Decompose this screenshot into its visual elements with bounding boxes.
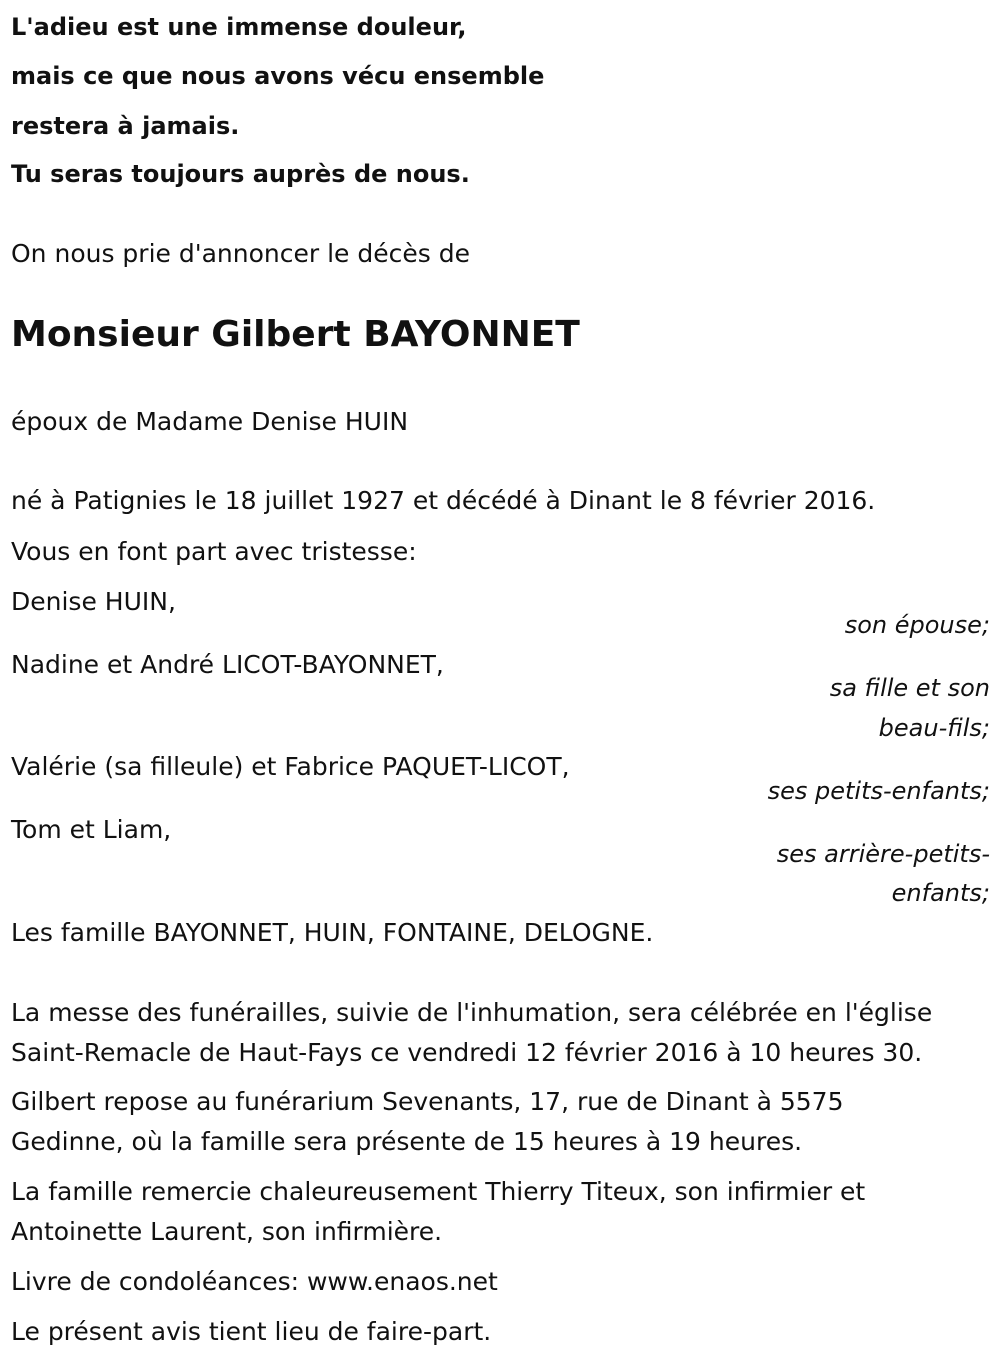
announcement-line: Vous en font part avec tristesse: [11,537,417,566]
families-line: Les famille BAYONNET, HUIN, FONTAINE, DELOGNE. [11,918,654,947]
family-member-names: Nadine et André LICOT-BAYONNET, [11,650,444,679]
rest-line-2: Gedinne, où la famille sera présente de 15 heures à 19 heures. [11,1127,803,1156]
spouse-line: époux de Madame Denise HUIN [11,407,409,436]
condolences-line: Livre de condoléances: www.enaos.net [11,1267,498,1296]
rest-line-1: Gilbert repose au funérarium Sevenants, 17, rue de Dinant à 5575 [11,1087,844,1116]
family-member-names: Valérie (sa filleule) et Fabrice PAQUET-LICOT, [11,752,570,781]
family-member-relation: sa fille et son [829,674,990,702]
family-member-names: Denise HUIN, [11,587,176,616]
funeral-line-1: La messe des funérailles, suivie de l'inhumation, sera célébrée en l'église [11,998,933,1027]
poem-line-1: L'adieu est une immense douleur, [11,13,467,41]
funeral-line-2: Saint-Remacle de Haut-Fays ce vendredi 12 février 2016 à 10 heures 30. [11,1038,923,1067]
closing-line: Le présent avis tient lieu de faire-part. [11,1317,492,1346]
family-member-relation: enfants; [891,879,990,907]
family-member-relation: beau-fils; [878,714,990,742]
thanks-line-1: La famille remercie chaleureusement Thierry Titeux, son infirmier et [11,1177,866,1206]
poem-line-4: Tu seras toujours auprès de nous. [11,160,470,188]
poem-line-2: mais ce que nous avons vécu ensemble [11,62,545,90]
deceased-name: Monsieur Gilbert BAYONNET [11,314,580,355]
birth-death-line: né à Patignies le 18 juillet 1927 et décédé à Dinant le 8 février 2016. [11,486,876,515]
family-member-relation: ses petits-enfants; [767,777,990,805]
poem-line-3: restera à jamais. [11,112,240,140]
thanks-line-2: Antoinette Laurent, son infirmière. [11,1217,443,1246]
family-member-names: Tom et Liam, [11,815,172,844]
intro-text: On nous prie d'annoncer le décès de [11,239,470,268]
family-member-relation: ses arrière-petits- [776,840,990,868]
family-member-relation: son épouse; [844,611,990,639]
